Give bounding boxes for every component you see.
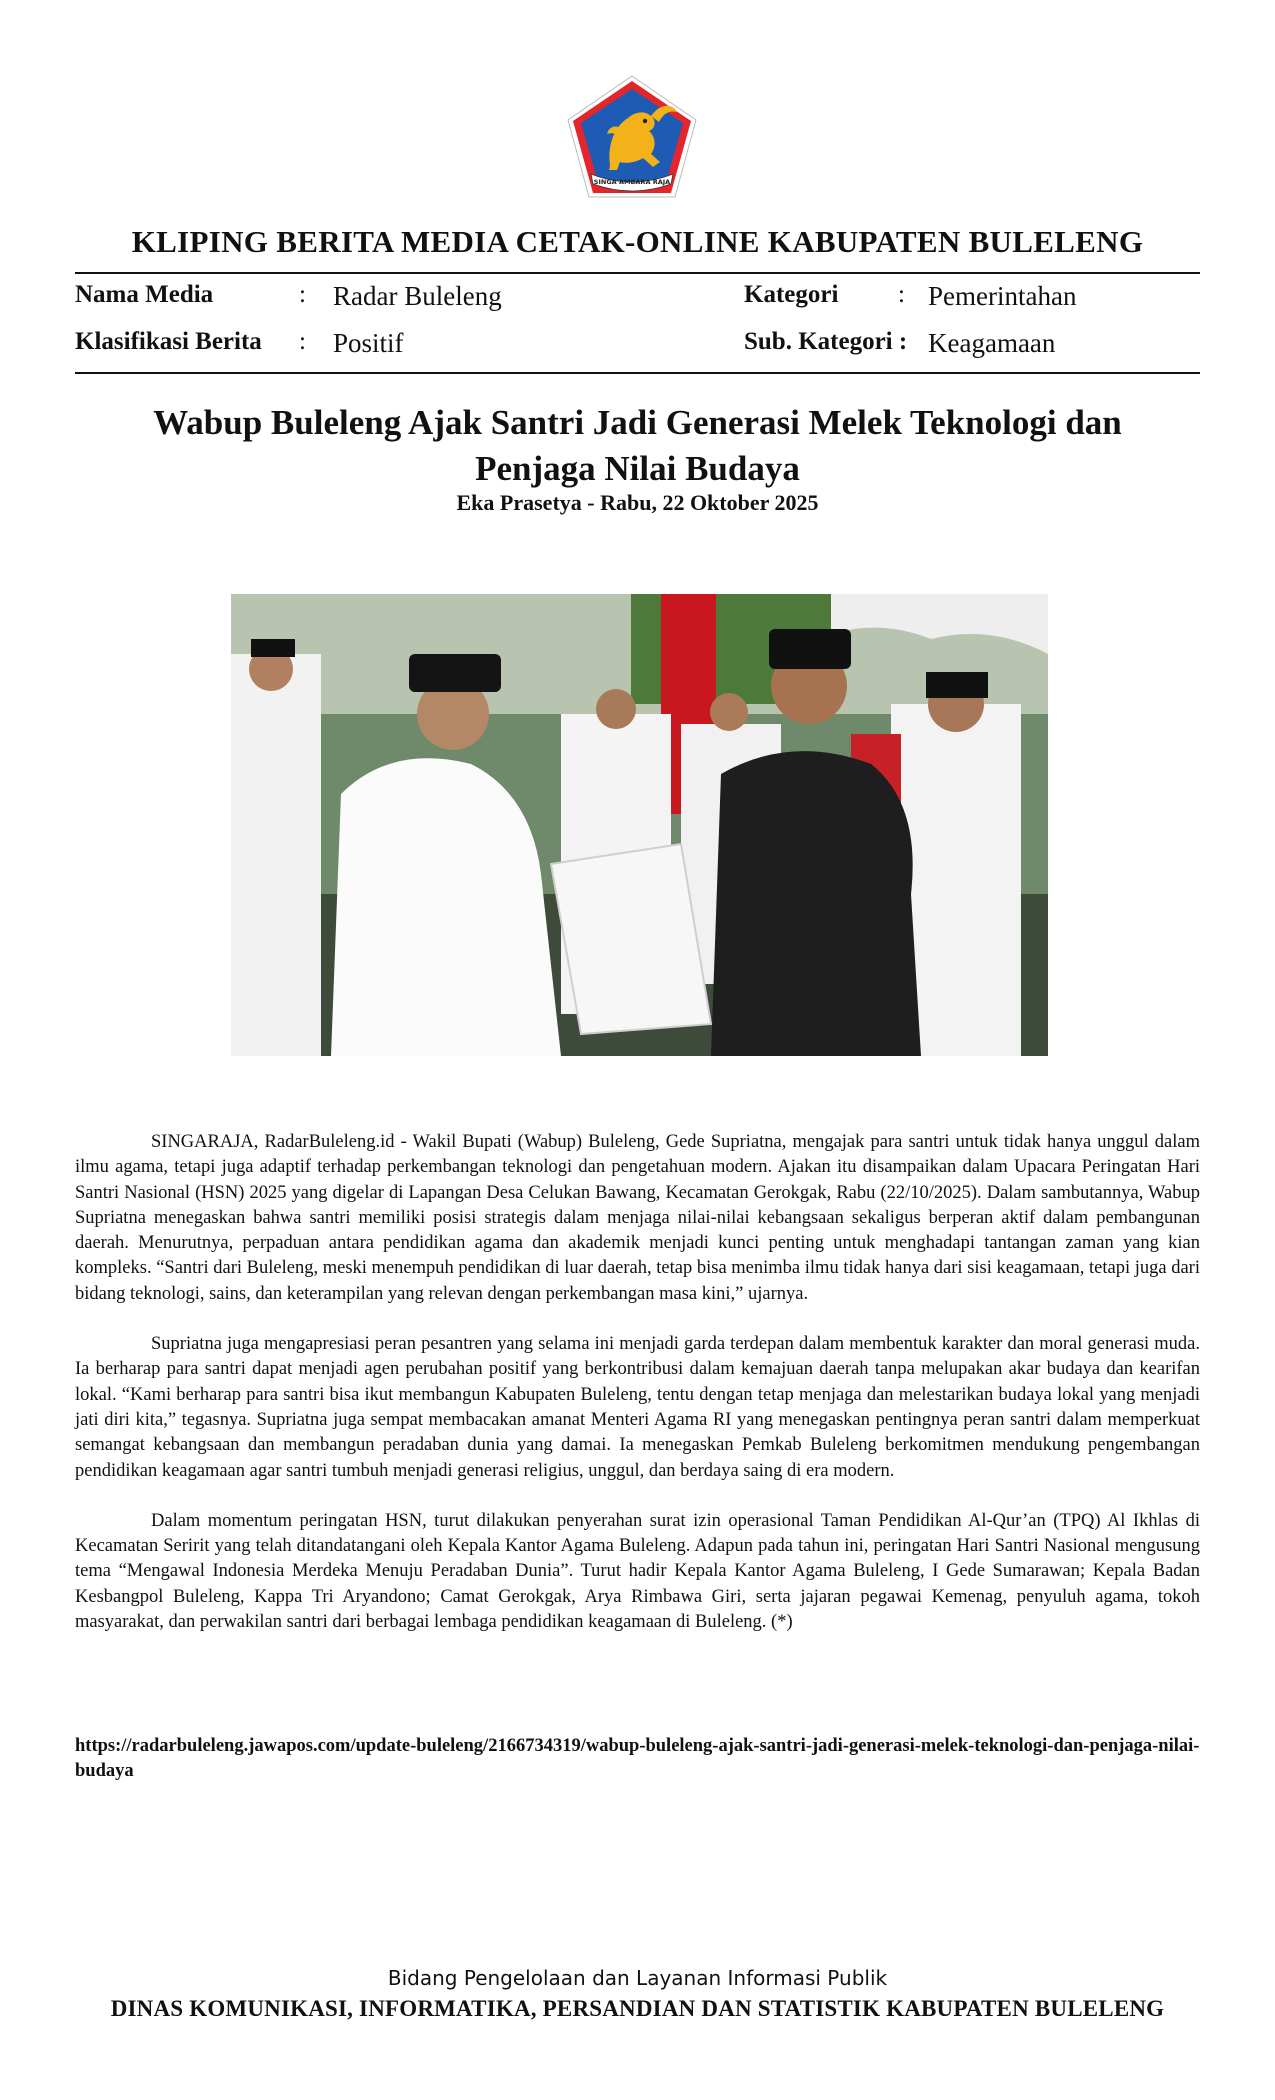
classification-colon: : xyxy=(299,328,306,355)
classification-label: Klasifikasi Berita xyxy=(75,328,262,355)
source-url-link[interactable]: https://radarbuleleng.jawapos.com/update-buleleng/2166734319/wabup-buleleng-ajak-santri-jadi-generasi-melek-teknologi-dan-penjaga-nilai-budaya xyxy=(75,1736,1200,1781)
document-title: KLIPING BERITA MEDIA CETAK-ONLINE KABUPATEN BULELENG xyxy=(131,224,1144,259)
subcategory-value: Keagamaan xyxy=(928,328,1056,358)
article-paragraph-2: Supriatna juga mengapresiasi peran pesantren yang selama ini menjadi garda terdepan dalam membentuk karakter dan moral generasi muda. Ia berharap para santri dapat menjadi agen perubahan positif yang berkontribusi dalam kemajuan daerah tanpa melupakan akar budaya dan kearifan lokal. “Kami berharap para santri bisa ikut membangun Kabupaten Buleleng, tentu dengan tetap menjaga dan melestarikan budaya lokal yang menjadi jati diri kita,” tegasnya. Supriatna juga sempat membacakan amanat Menteri Agama RI yang menegaskan pentingnya peran santri dalam memperkuat semangat kebangsaan dan membangun peradaban dunia yang damai. Ia menegaskan Pemkab Buleleng berkomitmen mendukung pengembangan pendidikan keagamaan agar santri tumbuh menjadi generasi religius, unggul, dan berdaya saing di era modern. xyxy=(75,1334,1200,1481)
metadata-table xyxy=(0,0,1275,372)
media-colon: : xyxy=(299,281,306,308)
article-paragraph-3: Dalam momentum peringatan HSN, turut dilakukan penyerahan surat izin operasional Taman Pendidikan Al-Qur’an (TPQ) Al Ikhlas di Kecamatan Seririt yang telah ditandatangani oleh Kepala Kantor Agama Buleleng. Adapun pada tahun ini, peringatan Hari Santri Nasional mengusung tema “Mengawal Indonesia Merdeka Menuju Peradaban Dunia”. Turut hadir Kepala Kantor Agama Buleleng, I Gede Sumarawan; Kepala Badan Kesbangpol Buleleng, Kappa Tri Aryandono; Camat Gerokgak, Arya Rimbawa Giri, serta jajaran pegawai Kemenag, penyuluh agama, tokoh masyarakat, dan perwakilan santri dari berbagai lembaga pendidikan keagamaan di Buleleng. (*) xyxy=(75,1510,1200,1633)
media-value: Radar Buleleng xyxy=(333,281,502,311)
bottom-divider xyxy=(75,372,1200,374)
footer-unit: Bidang Pengelolaan dan Layanan Informasi Publik xyxy=(387,1966,888,1990)
article-paragraph-1: SINGARAJA, RadarBuleleng.id - Wakil Bupati (Wabup) Buleleng, Gede Supriatna, mengajak para santri untuk tidak hanya unggul dalam ilmu agama, tetapi juga adaptif terhadap perkembangan teknologi dan pengetahuan modern. Ajakan itu disampaikan dalam Upacara Peringatan Hari Santri Nasional (HSN) 2025 yang digelar di Lapangan Desa Celukan Bawang, Kecamatan Gerokgak, Rabu (22/10/2025). Dalam sambutannya, Wabup Supriatna menegaskan bahwa santri memiliki posisi strategis dalam menjaga nilai-nilai kebangsaan sekaligus berperan aktif dalam pembangunan daerah. Menurutnya, perpaduan antara pendidikan agama dan akademik menjadi kunci penting untuk menghadapi tantangan zaman yang kian kompleks. “Santri dari Buleleng, meski menempuh pendidikan di luar daerah, tetap bisa menimba ilmu tidak hanya dari sisi keagamaan, tetapi juga dari bidang teknologi, sains, dan keterampilan yang relevan dengan perkembangan masa kini,” ujarnya. xyxy=(75,1132,1200,1304)
category-label: Kategori xyxy=(744,281,839,308)
media-label: Nama Media xyxy=(75,281,214,308)
footer-agency: DINAS KOMUNIKASI, INFORMATIKA, PERSANDIAN DAN STATISTIK KABUPATEN BULELENG xyxy=(110,1996,1165,2021)
category-colon: : xyxy=(898,281,905,308)
category-value: Pemerintahan xyxy=(928,281,1077,311)
article-byline: Eka Prasetya - Rabu, 22 Oktober 2025 xyxy=(456,490,819,515)
ceremony-photo-illustration xyxy=(231,594,1048,1056)
emblem-motto: SINGA AMBARA RAJA xyxy=(593,178,671,186)
article-headline: Wabup Buleleng Ajak Santri Jadi Generasi Melek Teknologi dan Penjaga Nilai Budaya xyxy=(153,403,1122,488)
news-photo xyxy=(231,594,1048,1056)
subcategory-label: Sub. Kategori : xyxy=(744,328,908,355)
classification-value: Positif xyxy=(333,328,404,358)
article-body xyxy=(75,1130,1200,1660)
